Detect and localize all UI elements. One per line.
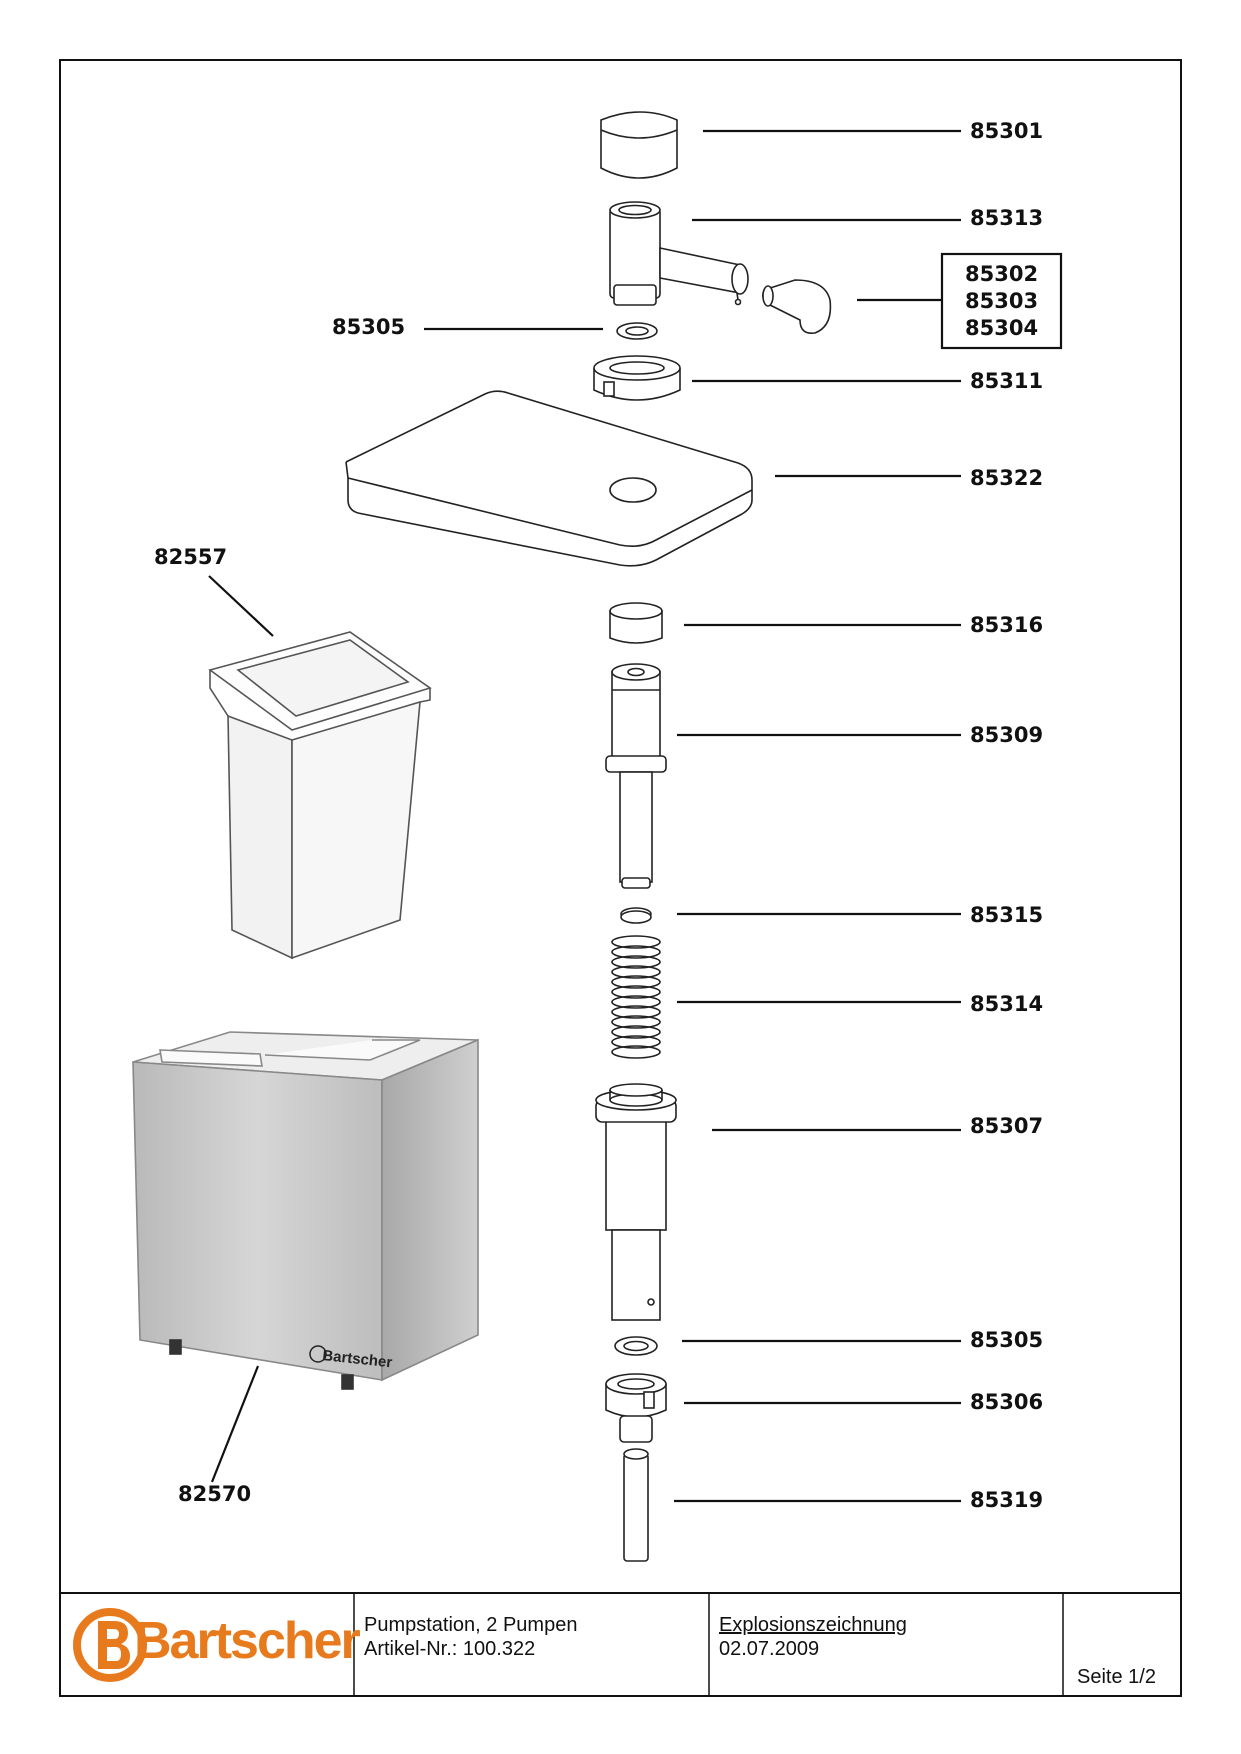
part-label-85322: 85322 [970, 466, 1044, 490]
part-label-85315: 85315 [970, 903, 1044, 927]
part-locking-ring [594, 356, 680, 400]
part-label-85306: 85306 [970, 1390, 1044, 1414]
brand-name: Bartscher [134, 1612, 359, 1670]
part-label-85309: 85309 [970, 723, 1044, 747]
part-label-82557: 82557 [154, 545, 228, 569]
part-valve-housing [606, 1374, 666, 1442]
part-spring [612, 936, 660, 1058]
part-label-85305-top: 85305 [332, 315, 406, 339]
part-cap [601, 112, 677, 178]
part-label-85316: 85316 [970, 613, 1044, 637]
part-label-85311: 85311 [970, 369, 1044, 393]
part-cylinder [596, 1084, 676, 1320]
part-label-85302: 85302 [965, 262, 1039, 286]
part-label-85313: 85313 [970, 206, 1044, 230]
drawing-type: Explosionszeichnung [719, 1614, 907, 1636]
part-label-85303: 85303 [965, 289, 1039, 313]
product-name: Pumpstation, 2 Pumpen [364, 1614, 578, 1636]
part-lid-plate [346, 391, 752, 566]
part-washer-bottom [615, 1337, 657, 1355]
part-tube [624, 1449, 648, 1561]
brand-logo [72, 1607, 359, 1683]
part-piston [606, 664, 666, 888]
article-number: Artikel-Nr.: 100.322 [364, 1638, 536, 1660]
part-washer-top [617, 323, 657, 339]
part-label-85301: 85301 [970, 119, 1044, 143]
part-container [210, 632, 430, 958]
part-label-85305-bottom: 85305 [970, 1328, 1044, 1352]
part-o-ring [621, 908, 651, 923]
part-body [133, 1032, 478, 1389]
page-number: Seite 1/2 [1077, 1666, 1156, 1688]
part-label-85319: 85319 [970, 1488, 1044, 1512]
part-label-85304: 85304 [965, 316, 1039, 340]
drawing-date: 02.07.2009 [719, 1638, 820, 1660]
part-label-82570: 82570 [178, 1482, 252, 1506]
part-bushing [610, 603, 662, 643]
part-nozzle [763, 280, 831, 333]
part-label-85314: 85314 [970, 992, 1044, 1016]
part-pump-head [610, 202, 748, 305]
part-label-85307: 85307 [970, 1114, 1044, 1138]
title-block [60, 1593, 1181, 1696]
body-brand-text: Bartscher [321, 1347, 394, 1372]
